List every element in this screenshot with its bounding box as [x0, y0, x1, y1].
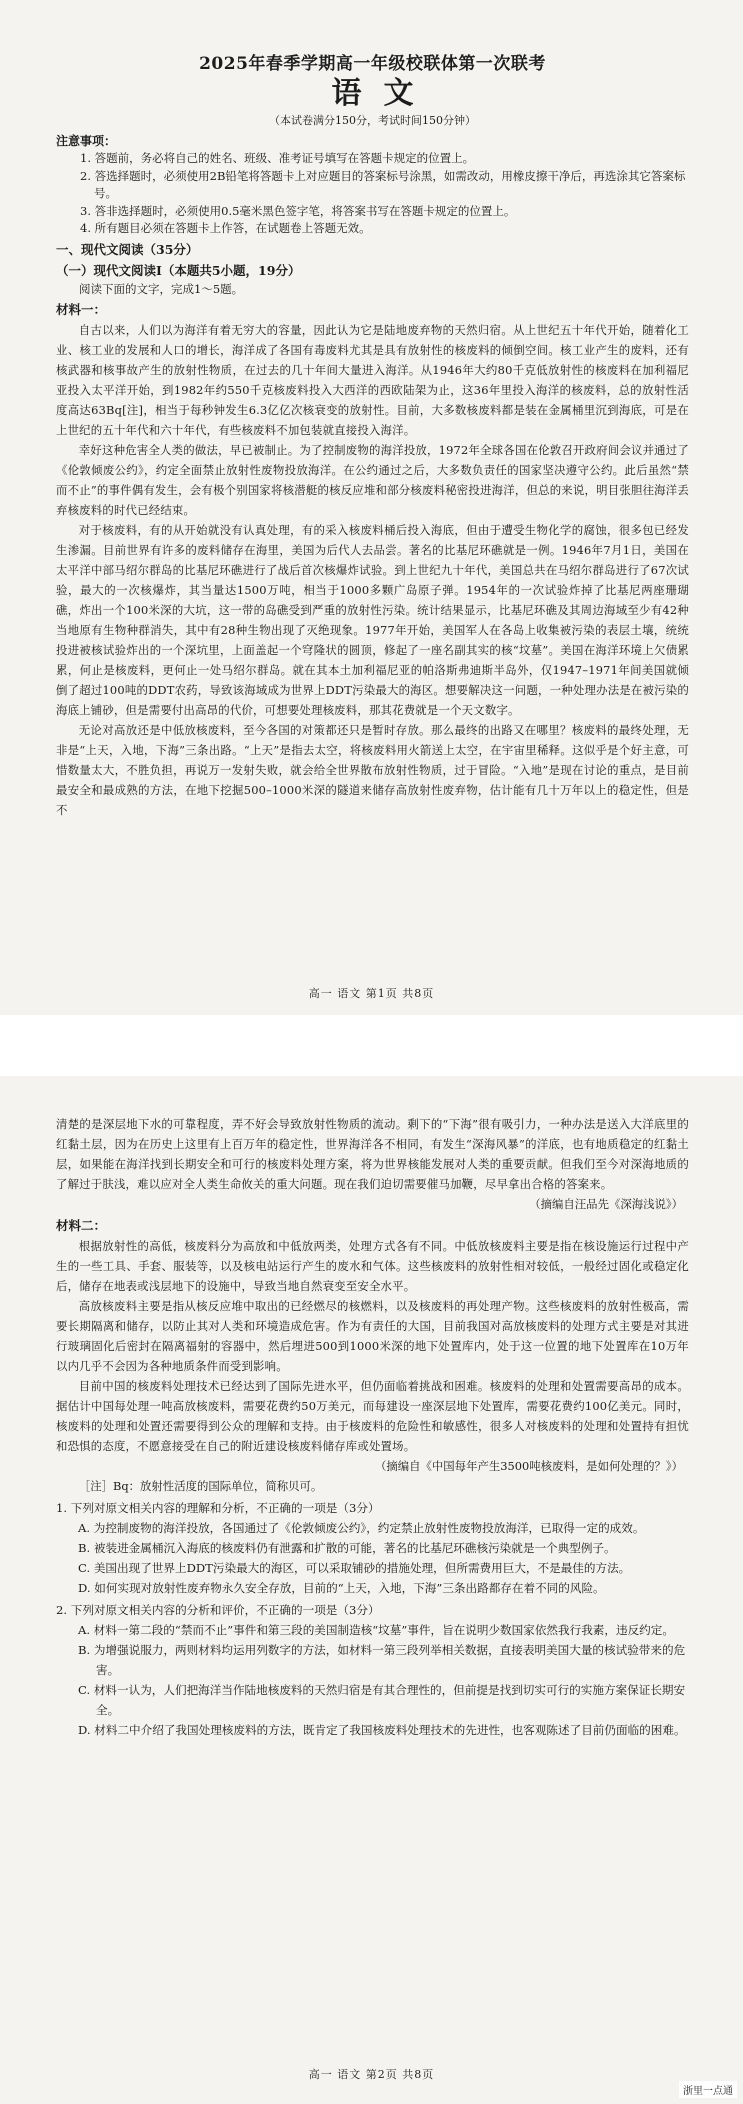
page-footer: 高一 语文 第1页 共8页 — [308, 987, 435, 1000]
footnote: ［注］Bq：放射性活度的国际单位，简称贝可。 — [78, 1479, 323, 1493]
material1-label: 材料一： — [56, 301, 107, 317]
question-1-option-a[interactable]: A. 为控制废物的海洋投放，各国通过了《伦敦倾废公约》，约定禁止放射性废物投放海洋，已取得一定的成效。 — [78, 1521, 645, 1535]
material2-label: 材料二： — [56, 1218, 107, 1233]
material1-paragraph-continued: 清楚的是深层地下水的可靠程度，弄不好会导致放射性物质的流动。剩下的“下海”很有吸引力，一种办法是送入大洋底里的红黏土层，因为在历史上这里有上百万年的稳定性，世界海洋各不相同，有发生“深海风暴”的洋底，也有地质稳定的红黏土层，如果能在海洋找到长期安全和可行的核废料处理方案，将为世界核能发展对人类的重要贡献。但我们至今对深海地质的了解过于肤浅，难以应对全人类生命攸关的重大问题。现在我们迫切需要催马加鞭，尽早拿出合格的答案来。 — [56, 1117, 689, 1191]
subsection-title: （一）现代文阅读Ⅰ（本题共5小题，19分） — [56, 262, 301, 278]
question-1-option-c[interactable]: C. 美国出现了世界上DDT污染最大的海区，可以采取铺砂的措施处理，但所需费用巨大，不是最佳的方法。 — [78, 1561, 631, 1575]
exam-title: 2025年春季学期高一年级校联体第一次联考 — [199, 54, 546, 74]
material1-paragraph: 幸好这种危害全人类的做法，早已被制止。为了控制废物的海洋投放，1972年全球各国在伦敦召开政府间会议并通过了《伦敦倾废公约》，约定全面禁止放射性废物投放海洋。在公约通过之后，大多数负责任的国家坚决遵守公约。此后虽然“禁而不止”的事件偶有发生，会有极个别国家将核潜艇的核反应堆和部分核废料秘密投进海洋，但总的来说，明目张胆往海洋丢弃核废料的时代已经结束。 — [56, 442, 689, 517]
question-1-option-d[interactable]: D. 如何实现对放射性废弃物永久安全存放，目前的“上天，入地，下海”三条出路都存在着不同的风险。 — [78, 1581, 605, 1595]
watermark-label: 浙里一点通 — [679, 2081, 737, 2098]
section-title: 一、现代文阅读（35分） — [56, 241, 199, 257]
notice-item: 4. 所有题目必须在答题卡上作答，在试题卷上答题无效。 — [80, 221, 371, 235]
exam-page-2 — [0, 1076, 743, 2104]
notice-item: 1. 答题前，务必将自己的姓名、班级、准考证号填写在答题卡规定的位置上。 — [80, 151, 475, 165]
notice-label: 注意事项： — [56, 134, 117, 148]
page-gap — [0, 1015, 743, 1076]
notice-item: 3. 答非选择题时，必须使用0.5毫米黑色签字笔，将答案书写在答题卡规定的位置上。 — [80, 203, 516, 218]
material2-paragraph: 目前中国的核废料处理技术已经达到了国际先进水平，但仍面临着挑战和困难。核废料的处理和处置需要高昂的成本。据估计中国每处理一吨高放核废料，需要花费约50万美元，而每建设一座深层地下处置库，需要花费约100亿美元。同时，核废料的处理和处置还需要得到公众的理解和支持。由于核废料的危险性和敏感性，很多人对核废料的处理和处置持有担忧和恐惧的态度，不愿意接受在自己的附近建设核废料储存库或处置场。 — [56, 1379, 689, 1453]
material2-source: （摘编自《中国每年产生3500吨核废料，是如何处理的？》） — [374, 1459, 683, 1473]
material2-paragraph: 根据放射性的高低，核废料分为高放和中低放两类，处理方式各有不同。中低放核废料主要是指在核设施运行过程中产生的一些工具、手套、服装等，以及核电站运行产生的废水和气体。这些核废料的放射性相对较低，一般经过固化或稳定化后，储存在地表或浅层地下的设施中，导致当地自然衰变至安全水平。 — [56, 1239, 689, 1293]
question-2-option-b[interactable]: B. 为增强说服力，两则材料均运用列数字的方法，如材料一第三段列举相关数据，直接表明美国大量的核试验带来的危害。 — [78, 1643, 686, 1677]
question-2-option-c[interactable]: C. 材料一认为，人们把海洋当作陆地核废料的天然归宿是有其合理性的，但前提是找到切实可行的实施方案保证长期安全。 — [78, 1683, 686, 1717]
question-1-stem: 1. 下列对原文相关内容的理解和分析，不正确的一项是（3分） — [56, 1501, 380, 1515]
notice-item: 2. 答选择题时，必须使用2B铅笔将答题卡上对应题目的答案标号涂黑，如需改动，用橡皮擦干净后，再选涂其它答案标号。 — [80, 168, 686, 200]
question-1-option-b[interactable]: B. 被装进金属桶沉入海底的核废料仍有泄露和扩散的可能，著名的比基尼环礁核污染就是一个典型例子。 — [78, 1541, 616, 1555]
question-2-option-d[interactable]: D. 材料二中介绍了我国处理核废料的方法，既肯定了我国核废料处理技术的先进性，也客观陈述了目前仍面临的困难。 — [78, 1723, 686, 1737]
material1-paragraph: 对于核废料，有的从开始就没有认真处理，有的采入核废料桶后投入海底，但由于遭受生物化学的腐蚀，很多包已经发生渗漏。目前世界有许多的废料储存在海里，美国为后代人去品尝。著名的比基尼环礁就是一例。1946年7月1日，美国在太平洋中部马绍尔群岛的比基尼环礁进行了战后首次核爆炸试验。到上世纪九十年代，美国总共在马绍尔群岛进行了67次试验，最大的一次核爆炸，其当量达1500万吨，相当于1000多颗广岛原子弹。1954年的一次试验炸掉了比基尼两座珊瑚礁，炸出一个100米深的大坑，这一带的岛礁受到严重的放射性污染。统计结果显示，比基尼环礁及其周边海域至少有42种当地原有生物种群消失，其中有28种生物出现了灭绝现象。1977年开始，美国军人在各岛上收集被污染的表层土壤，统统投进被核试验炸出的一个深坑里，上面盖起一个穹隆状的圆顶，修起了一座名副其实的核“坟墓”。美国在海洋环境上欠债累累，何止是核废料，更何止一处马绍尔群岛。就在其本土加利福尼亚的帕洛斯弗迪斯半岛外，仅1947–1971年间美国就倾倒了超过100吨的DDT农药，导致该海域成为世界上DDT污染最大的海区。想要解决这一问题，一种处理办法是在被污染的海底上铺砂，但是需要付出高昂的代价，可想要处理核废料，那其花费就是一个天文数字。 — [56, 522, 689, 717]
exam-info: （本试卷满分150分，考试时间150分钟） — [269, 114, 476, 127]
material1-source: （摘编自汪品先《深海浅说》） — [529, 1197, 683, 1211]
reading-instruction: 阅读下面的文字，完成1～5题。 — [79, 281, 244, 296]
question-2-option-a[interactable]: A. 材料一第二段的“禁而不止”事件和第三段的美国制造核“坟墓”事件，旨在说明少数国家依然我行我素，违反约定。 — [78, 1623, 674, 1637]
exam-page-1 — [0, 0, 743, 1015]
subject-title: 语文 — [331, 76, 436, 111]
material1-paragraph: 无论对高放还是中低放核废料，至今各国的对策都还只是暂时存放。那么最终的出路又在哪里？核废料的最终处理，无非是“上天，入地，下海”三条出路。“上天”是指去太空，将核废料用火箭送上太空，在宇宙里稀释。这似乎是个好主意，可惜数量太大，不胜负担，再说万一发射失败，就会给全世界散布放射性物质，过于冒险。“入地”是现在讨论的重点，是目前最安全和最成熟的方法，在地下挖掘500–1000米深的隧道来储存高放射性废弃物，估计能有几十万年以上的稳定性，但是不 — [56, 722, 689, 817]
material1-paragraph: 自古以来，人们以为海洋有着无穷大的容量，因此认为它是陆地废弃物的天然归宿。从上世纪五十年代开始，随着化工业、核工业的发展和人口的增长，海洋成了各国有毒废料尤其是具有放射性的核废料的倾倒空间。核工业产生的废料，还有核武器和核事故产生的放射性物质，在过去的几十年间大量进入海洋。从1946年大约80千克低放射性的核废料在加利福尼亚投入太平洋开始，到1982年约550千克核废料投入大西洋的西欧陆架为止，这36年里投入海洋的核废料，总的放射性活度高达63Bq[注]，相当于每秒钟发生6.3亿亿次核衰变的放射性。目前，大多数核废料都是装在金属桶里沉到海底，可是在上世纪的五十年代和六十年代，有些核废料不加包装就直接投入海洋。 — [56, 322, 689, 437]
page-footer: 高一 语文 第2页 共8页 — [308, 2068, 435, 2081]
question-2-stem: 2. 下列对原文相关内容的分析和评价，不正确的一项是（3分） — [56, 1603, 380, 1617]
material2-paragraph: 高放核废料主要是指从核反应堆中取出的已经燃尽的核燃料，以及核废料的再处理产物。这些核废料的放射性极高，需要长期隔离和储存，以防止其对人类和环境造成危害。作为有责任的大国，目前我国对高放核废料的处理方式主要是对其进行玻璃固化后密封在隔离福射的容器中，然后埋进500到1000米深的地下处置库内，处于这一位置的地下处置库在10万年以内几乎不会因为各种地质条件而受到影响。 — [56, 1299, 689, 1373]
